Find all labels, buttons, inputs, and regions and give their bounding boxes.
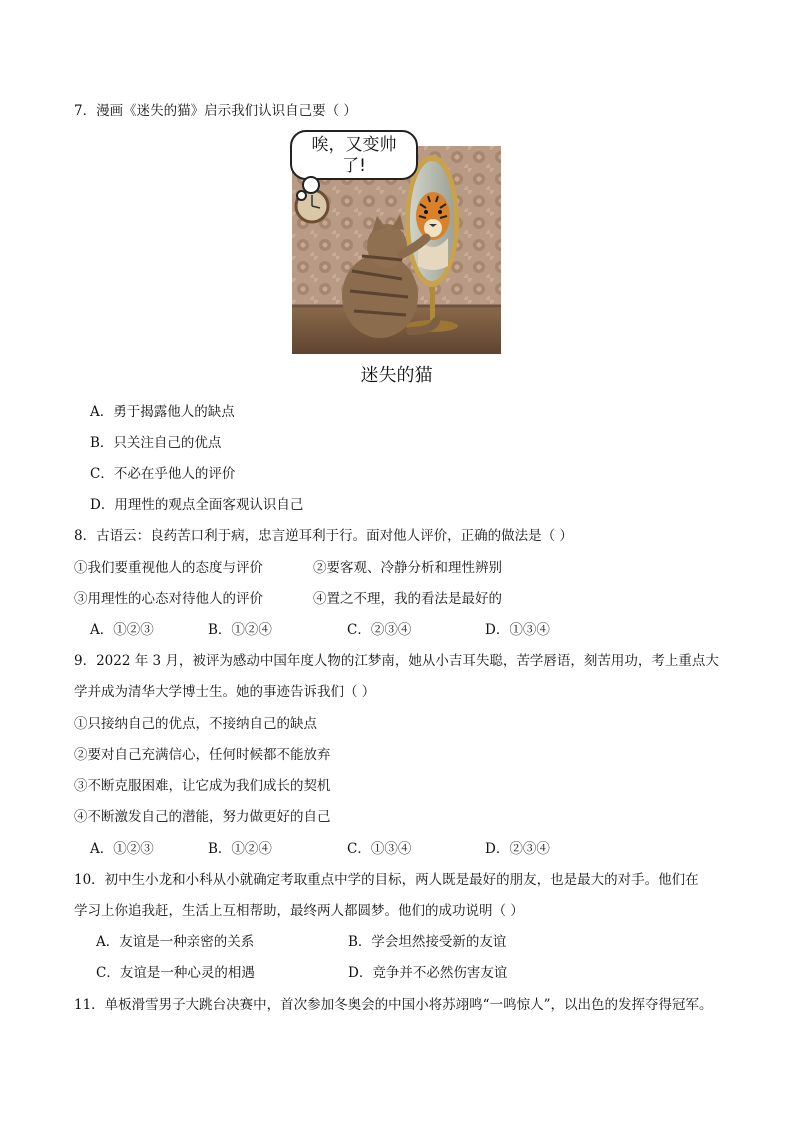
q8-item-1: ①我们要重视他人的态度与评价 <box>74 560 263 576</box>
q7-option-c[interactable]: C．不必在乎他人的评价 <box>90 466 236 482</box>
q9-stem-line2: 学并成为清华大学博士生。她的事迹告诉我们（ ） <box>74 684 376 700</box>
q9-item-1: ①只接纳自己的优点，不接纳自己的缺点 <box>74 716 317 732</box>
q8-item-3: ③用理性的心态对待他人的评价 <box>74 591 263 607</box>
q8-item-4: ④置之不理，我的看法是最好的 <box>313 591 502 607</box>
bubble-text-line1: 唉，又变帅 <box>311 135 397 155</box>
q10-option-c[interactable]: C．友谊是一种心灵的相遇 <box>96 965 255 981</box>
q9-option-d[interactable]: D．②③④ <box>485 841 550 857</box>
q9-item-4: ④不断激发自己的潜能，努力做更好的自己 <box>74 809 331 825</box>
q8-option-c[interactable]: C．②③④ <box>347 622 412 638</box>
q9-item-3: ③不断克服困难，让它成为我们成长的契机 <box>74 778 331 794</box>
q8-option-a[interactable]: A．①②③ <box>90 622 154 638</box>
q8-option-b[interactable]: B．①②④ <box>208 622 272 638</box>
q9-option-c[interactable]: C．①③④ <box>347 841 412 857</box>
q8-item-2: ②要客观、冷静分析和理性辨别 <box>313 560 502 576</box>
speech-bubble-tail-small <box>296 190 307 201</box>
q7-stem: 7．漫画《迷失的猫》启示我们认识自己要（ ） <box>74 103 357 119</box>
q7-option-b[interactable]: B．只关注自己的优点 <box>90 435 222 451</box>
q7-option-d[interactable]: D．用理性的观点全面客观认识自己 <box>90 497 304 513</box>
q10-stem-line2: 学习上你追我赶，生活上互相帮助，最终两人都圆梦。他们的成功说明（ ） <box>74 903 524 919</box>
q8-option-d[interactable]: D．①③④ <box>485 622 550 638</box>
q8-stem: 8．古语云：良药苦口利于病，忠言逆耳利于行。面对他人评价，正确的做法是（ ） <box>74 528 573 544</box>
q9-option-a[interactable]: A．①②③ <box>90 841 154 857</box>
speech-bubble <box>290 130 418 180</box>
q10-stem-line1: 10．初中生小龙和小科从小就确定考取重点中学的目标，两人既是最好的朋友，也是最大的对手。他们在 <box>74 872 699 888</box>
q11-stem: 11．单板滑雪男子大跳台决赛中，首次参加冬奥会的中国小将苏翊鸣“一鸣惊人”，以出色的发挥夺得冠军。 <box>74 997 713 1013</box>
figure-caption: 迷失的猫 <box>360 365 433 386</box>
q10-option-d[interactable]: D．竞争并不必然伤害友谊 <box>348 965 508 981</box>
q9-option-b[interactable]: B．①②④ <box>208 841 272 857</box>
q10-option-a[interactable]: A．友谊是一种亲密的关系 <box>96 934 255 950</box>
q9-item-2: ②要对自己充满信心，任何时候都不能放弃 <box>74 747 331 763</box>
q7-option-a[interactable]: A．勇于揭露他人的缺点 <box>90 404 235 420</box>
q10-option-b[interactable]: B．学会坦然接受新的友谊 <box>348 934 507 950</box>
q9-stem-line1: 9．2022 年 3 月，被评为感动中国年度人物的江梦南，她从小吉耳失聪，苦学唇语，刻苦用功，考上重点大 <box>74 653 719 669</box>
bubble-text-line2: 了! <box>342 156 366 176</box>
